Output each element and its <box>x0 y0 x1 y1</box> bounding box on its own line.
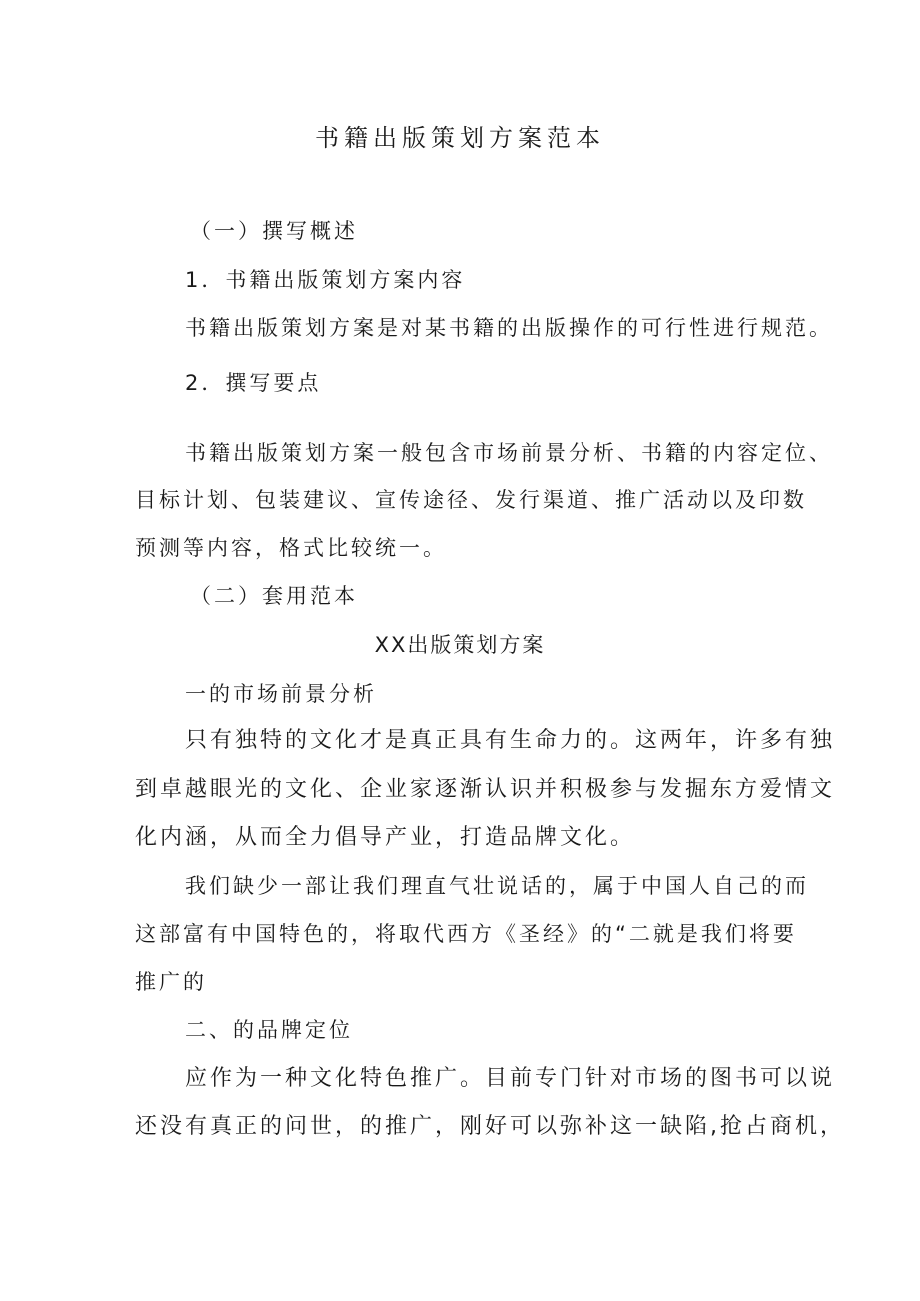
key-points-line-1: 书籍出版策划方案一般包含市场前景分析、书籍的内容定位、 <box>185 441 833 465</box>
part1-para1-line-2: 到卓越眼光的文化、企业家逐渐认识并积极参与发掘东方爱情文 <box>135 777 836 802</box>
section-heading-template: （二）套用范本 <box>190 584 358 608</box>
part1-para2-line-3: 推广的 <box>135 970 207 994</box>
document-title: 书籍出版策划方案范本 <box>315 124 605 152</box>
item-heading-content: 1．书籍出版策划方案内容 <box>185 268 466 292</box>
part2-para-line-1: 应作为一种文化特色推广。目前专门针对市场的图书可以说 <box>185 1066 836 1091</box>
section-heading-overview: （一）撰写概述 <box>190 219 358 243</box>
part1-para2-line-2: 这部富有中国特色的，将取代西方《圣经》的“二就是我们将要 <box>135 922 797 946</box>
key-points-line-2: 目标计划、包装建议、宣传途径、发行渠道、推广活动以及印数 <box>135 488 807 512</box>
key-points-line-3: 预测等内容，格式比较统一。 <box>135 536 447 560</box>
part2-heading: 二、的品牌定位 <box>185 1018 353 1042</box>
part1-heading: 一的市场前景分析 <box>185 682 377 706</box>
part1-para2-line-1: 我们缺少一部让我们理直气壮说话的，属于中国人自己的而 <box>185 874 809 898</box>
item-heading-key-points: 2．撰写要点 <box>185 371 322 395</box>
part1-para1-line-3: 化内涵，从而全力倡导产业，打造品牌文化。 <box>135 825 636 850</box>
item-content-text: 书籍出版策划方案是对某书籍的出版操作的可行性进行规范。 <box>185 316 833 340</box>
template-title: XX出版策划方案 <box>374 633 546 657</box>
part1-para1-line-1: 只有独特的文化才是真正具有生命力的。这两年，许多有独 <box>185 728 836 753</box>
part2-para-line-2: 还没有真正的问世，的推广，刚好可以弥补这一缺陷,抢占商机， <box>135 1114 845 1139</box>
